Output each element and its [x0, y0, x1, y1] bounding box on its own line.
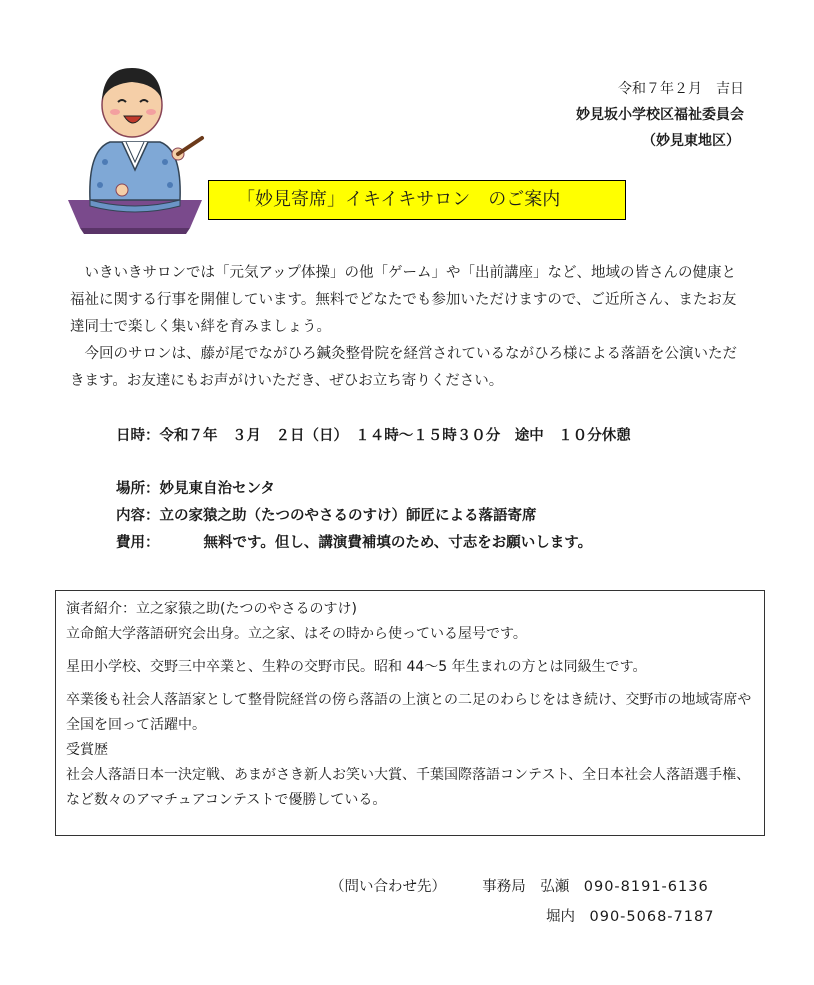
contact-person-1: 弘瀬	[540, 879, 570, 895]
contact-label: （問い合わせ先）	[330, 879, 439, 895]
awards-list: 社会人落語日本一決定戦、あまがさき新人お笑い大賞、千葉国際落語コンテスト、全日本社会人落語選手権、など数々のアマチュアコンテストで優勝している。	[66, 767, 751, 808]
intro-text	[70, 260, 750, 395]
bio-heading: 演者紹介：立之家猿之助(たつのやさるのすけ)	[66, 601, 357, 617]
office-label: 事務局	[482, 879, 526, 895]
document-header	[576, 76, 744, 154]
contact-row-2	[330, 902, 714, 932]
contact-info	[330, 872, 714, 932]
event-place: 場所：妙見東自治センタ	[116, 481, 275, 497]
intro-paragraph-2: 今回のサロンは、藤が尾でながひろ鍼灸整骨院を経営されているながひろ様による落語を公演いただきます。お友達にもお声がけいただき、ぜひお立ち寄りください。	[70, 346, 737, 389]
phone-2: 090-5068-7187	[589, 909, 715, 925]
district-name: （妙見東地区）	[642, 133, 740, 149]
bio-line-4: 卒業後も社会人落語家として整骨院経営の傍ら落語の上演との二足のわらじをはき続け、交野市の地域寄席や全国を回って活躍中。	[66, 692, 752, 733]
intro-paragraph-1: いきいきサロンでは「元気アップ体操」の他「ゲーム」や「出前講座」など、地域の皆さんの健康と福祉に関する行事を開催しています。無料でどなたでも参加いただけますので、ご近所さん、またお友達同士で楽しく集い絆を育みましょう。	[70, 265, 737, 335]
rakugo-performer-illustration	[60, 50, 210, 240]
issue-date: 令和７年２月 吉日	[618, 81, 744, 97]
bio-line-3: 星田小学校、交野三中卒業と、生粋の交野市民。昭和 44～5 年生まれの方とは同級生です。	[66, 659, 647, 675]
page-title: 「妙見寄席」イキイキサロン のご案内	[208, 180, 626, 220]
contact-person-2: 堀内	[546, 909, 575, 925]
performer-bio-box	[55, 590, 765, 836]
event-content: 内容：立の家猿之助（たつのやさるのすけ）師匠による落語寄席	[116, 508, 537, 524]
event-datetime: 日時：令和７年 ３月 ２日（日） １４時～１５時３０分 途中 １０分休憩	[116, 428, 631, 444]
contact-row-1	[330, 872, 714, 902]
fee-value: 無料です。但し、講演費補填のため、寸志をお願いします。	[203, 535, 593, 551]
awards-heading: 受賞歴	[66, 742, 108, 758]
organization-name: 妙見坂小学校区福祉委員会	[576, 107, 744, 123]
phone-1: 090-8191-6136	[583, 879, 709, 895]
bio-line-2: 立命館大学落語研究会出身。立之家、はその時から使っている屋号です。	[66, 626, 527, 642]
event-fee	[116, 530, 592, 557]
event-details	[116, 476, 592, 557]
fee-label: 費用：	[116, 535, 160, 551]
